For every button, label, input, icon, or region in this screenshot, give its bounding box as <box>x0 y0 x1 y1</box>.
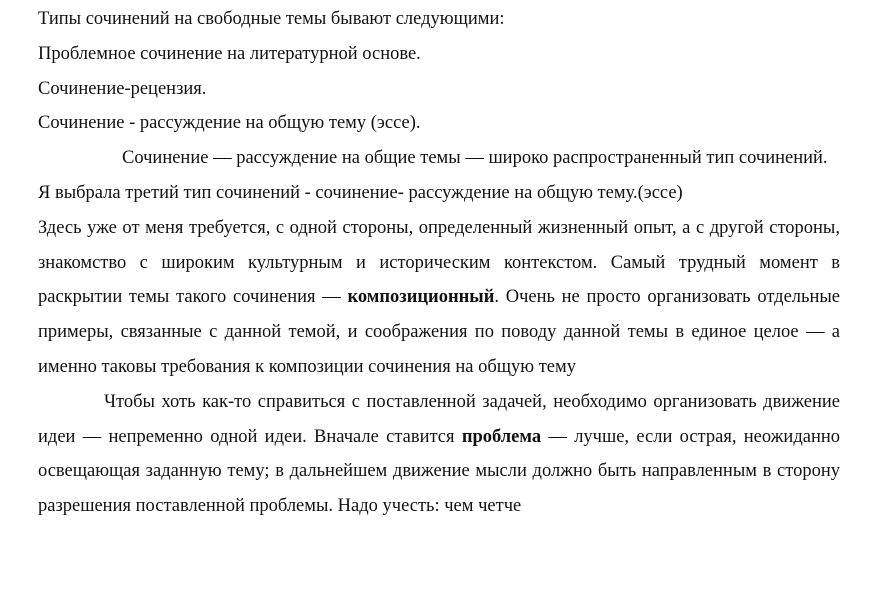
document-page <box>38 2 840 524</box>
chosen-type-line: Я выбрала третий тип сочинений - сочинение- рассуждение на общую тему.(эссе) <box>38 182 683 203</box>
paragraph-common-topics: Сочинение — рассуждение на общие темы — широко распространенный тип сочинений. <box>122 148 828 169</box>
paragraph-idea-movement <box>38 385 840 524</box>
paragraph-requirements-text-1: Здесь уже от меня требуется, с одной стороны, определенный жизненный опыт, а с другой стороны, знакомство с широким культурным и историческим контекстом. Самый трудный момент в раскрытии темы такого сочинения — <box>38 217 840 308</box>
essay-type-review: Сочинение-рецензия. <box>38 78 207 99</box>
paragraph-idea-text-2: — лучше, если острая, неожиданно освещающая заданную тему; в дальнейшем движение мысли должно быть направленным в сторону разрешения поставленной проблемы. Надо учесть: чем четче <box>38 426 841 517</box>
essay-type-reasoning: Сочинение - рассуждение на общую тему (эссе). <box>38 113 421 134</box>
paragraph-requirements-text-2: . Очень не просто организовать отдельные примеры, связанные с данной темой, и соображения по поводу данной темы в единое целое — а именно таковы требования к композиции сочинения на общую тему <box>38 287 841 377</box>
bold-term-compositional: композиционный <box>347 287 495 308</box>
bold-term-problem: проблема <box>461 426 542 447</box>
paragraph-idea-text-1: Чтобы хоть как-то справиться с поставленной задачей, необходимо организовать движение идеи — непременно одной идеи. Вначале ставится <box>38 391 840 447</box>
types-intro-line: Типы сочинений на свободные темы бывают следующими: <box>38 9 505 29</box>
essay-type-problem: Проблемное сочинение на литературной основе. <box>38 43 421 64</box>
paragraph-requirements <box>38 211 840 385</box>
